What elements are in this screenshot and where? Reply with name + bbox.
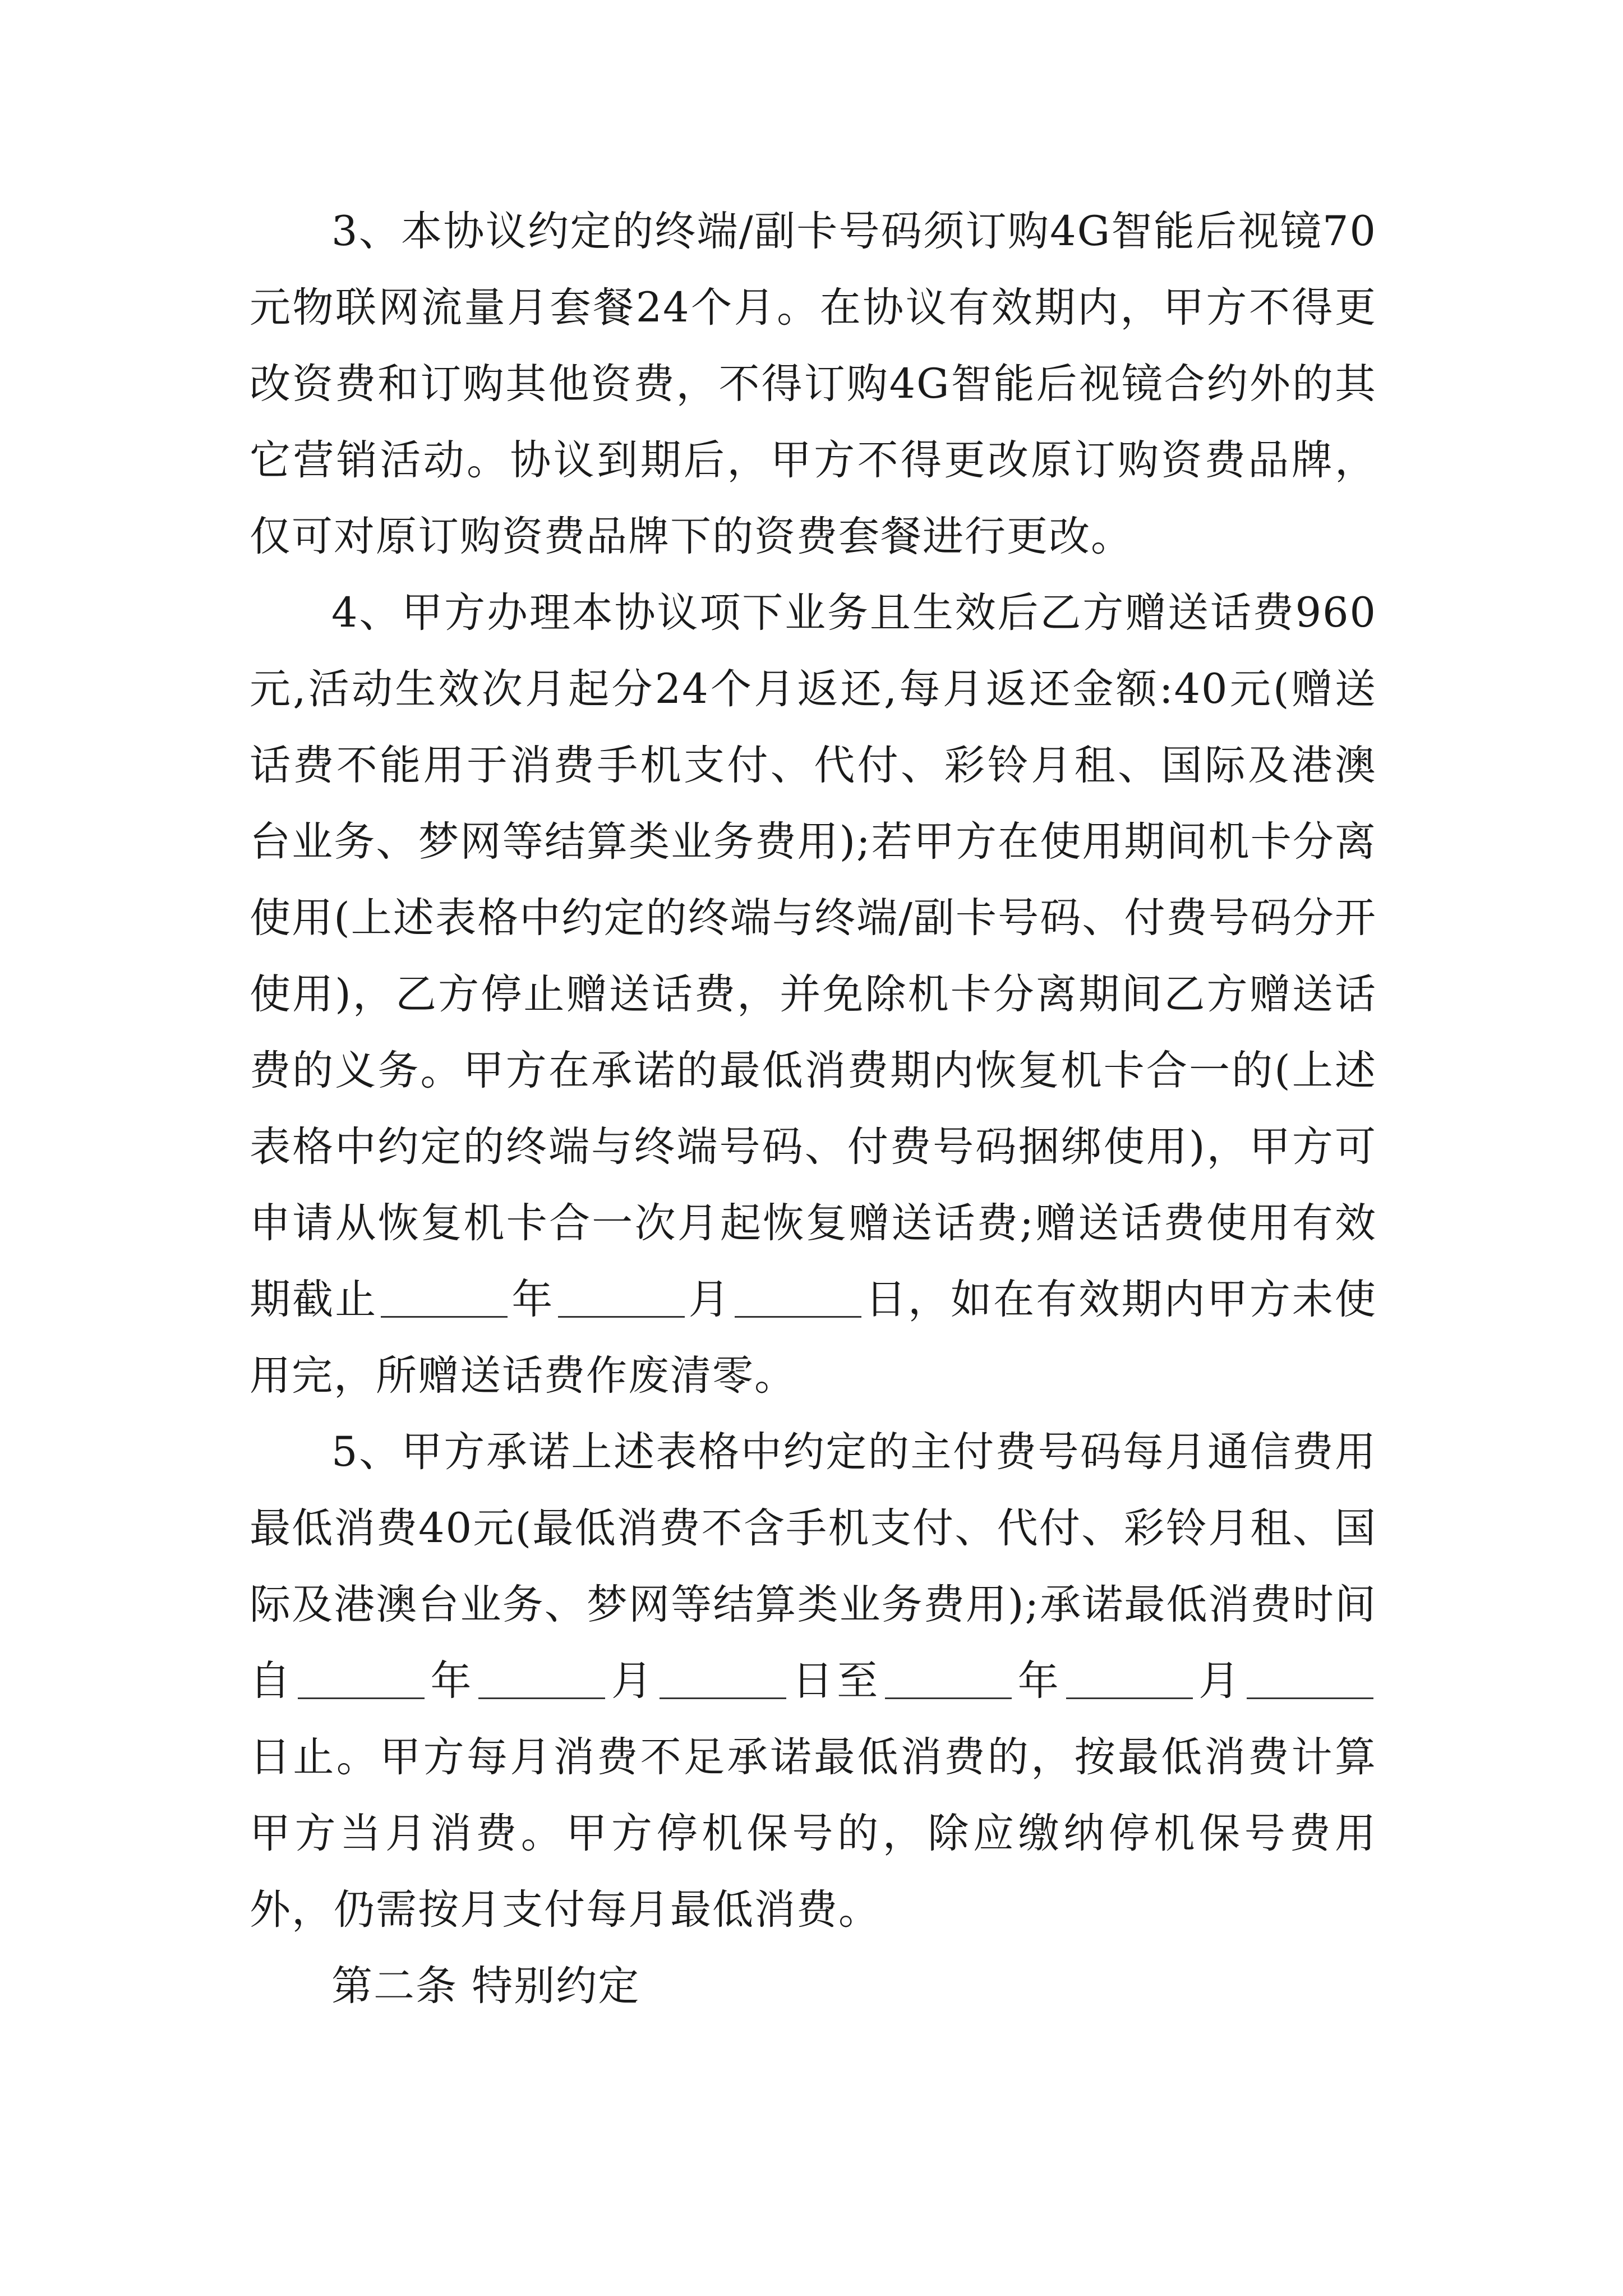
section-heading (250, 1948, 1377, 2024)
blank-expiry-day[interactable] (735, 1275, 861, 1318)
clause-5-text: 5、甲方承诺上述表格中约定的主付费号码每月通信费用最低消费40元(最低消费不含手机支付、代付、彩铃月租、国际及港澳台业务、梦网等结算类业务费用);承诺最低消费时间自 (250, 1428, 1377, 1705)
label-year-2: 年 (1015, 1657, 1063, 1705)
blank-end-year[interactable] (885, 1657, 1012, 1699)
document-page (250, 194, 1377, 2024)
label-year: 年 (511, 1276, 555, 1323)
blank-start-year[interactable] (298, 1657, 425, 1699)
blank-start-month[interactable] (478, 1657, 605, 1699)
clause-4 (250, 575, 1377, 1414)
blank-end-day[interactable] (1247, 1657, 1373, 1699)
label-month-2: 月 (1196, 1657, 1243, 1705)
blank-start-day[interactable] (660, 1657, 786, 1699)
clause-3-text: 3、本协议约定的终端/副卡号码须订购4G智能后视镜70元物联网流量月套餐24个月。在协议有效期内，甲方不得更改资费和订购其他资费，不得订购4G智能后视镜合约外的其它营销活动。协议到期后，甲方不得更改原订购资费品牌，仅可对原订购资费品牌下的资费套餐进行更改。 (250, 208, 1377, 560)
blank-expiry-year[interactable] (381, 1275, 508, 1318)
label-day-to: 日至 (789, 1657, 882, 1705)
blank-expiry-month[interactable] (558, 1275, 685, 1318)
label-year-1: 年 (427, 1657, 476, 1705)
label-month-1: 月 (608, 1657, 656, 1705)
label-month: 月 (688, 1276, 731, 1323)
clause-4-tail: 日，如在有效期内甲方未使用完，所赠送话费作废清零。 (250, 1276, 1377, 1400)
clause-5 (250, 1414, 1377, 1948)
section-heading-text: 第二条 特别约定 (331, 1962, 640, 2010)
clause-3 (250, 194, 1377, 575)
clause-5-tail: 日止。甲方每月消费不足承诺最低消费的，按最低消费计算甲方当月消费。甲方停机保号的，除应缴纳停机保号费用外，仍需按月支付每月最低消费。 (250, 1733, 1377, 1934)
clause-4-text: 4、甲方办理本协议项下业务且生效后乙方赠送话费960元,活动生效次月起分24个月返还,每月返还金额:40元(赠送话费不能用于消费手机支付、代付、彩铃月租、国际及港澳台业务、梦网等结算类业务费用);若甲方在使用期间机卡分离使用(上述表格中约定的终端与终端/副卡号码、付费号码分开使用)，乙方停止赠送话费，并免除机卡分离期间乙方赠送话费的义务。甲方在承诺的最低消费期内恢复机卡合一的(上述表格中约定的终端与终端号码、付费号码捆绑使用)，甲方可申请从恢复机卡合一次月起恢复赠送话费;赠送话费使用有效期截止 (250, 589, 1377, 1323)
blank-end-month[interactable] (1066, 1657, 1193, 1699)
